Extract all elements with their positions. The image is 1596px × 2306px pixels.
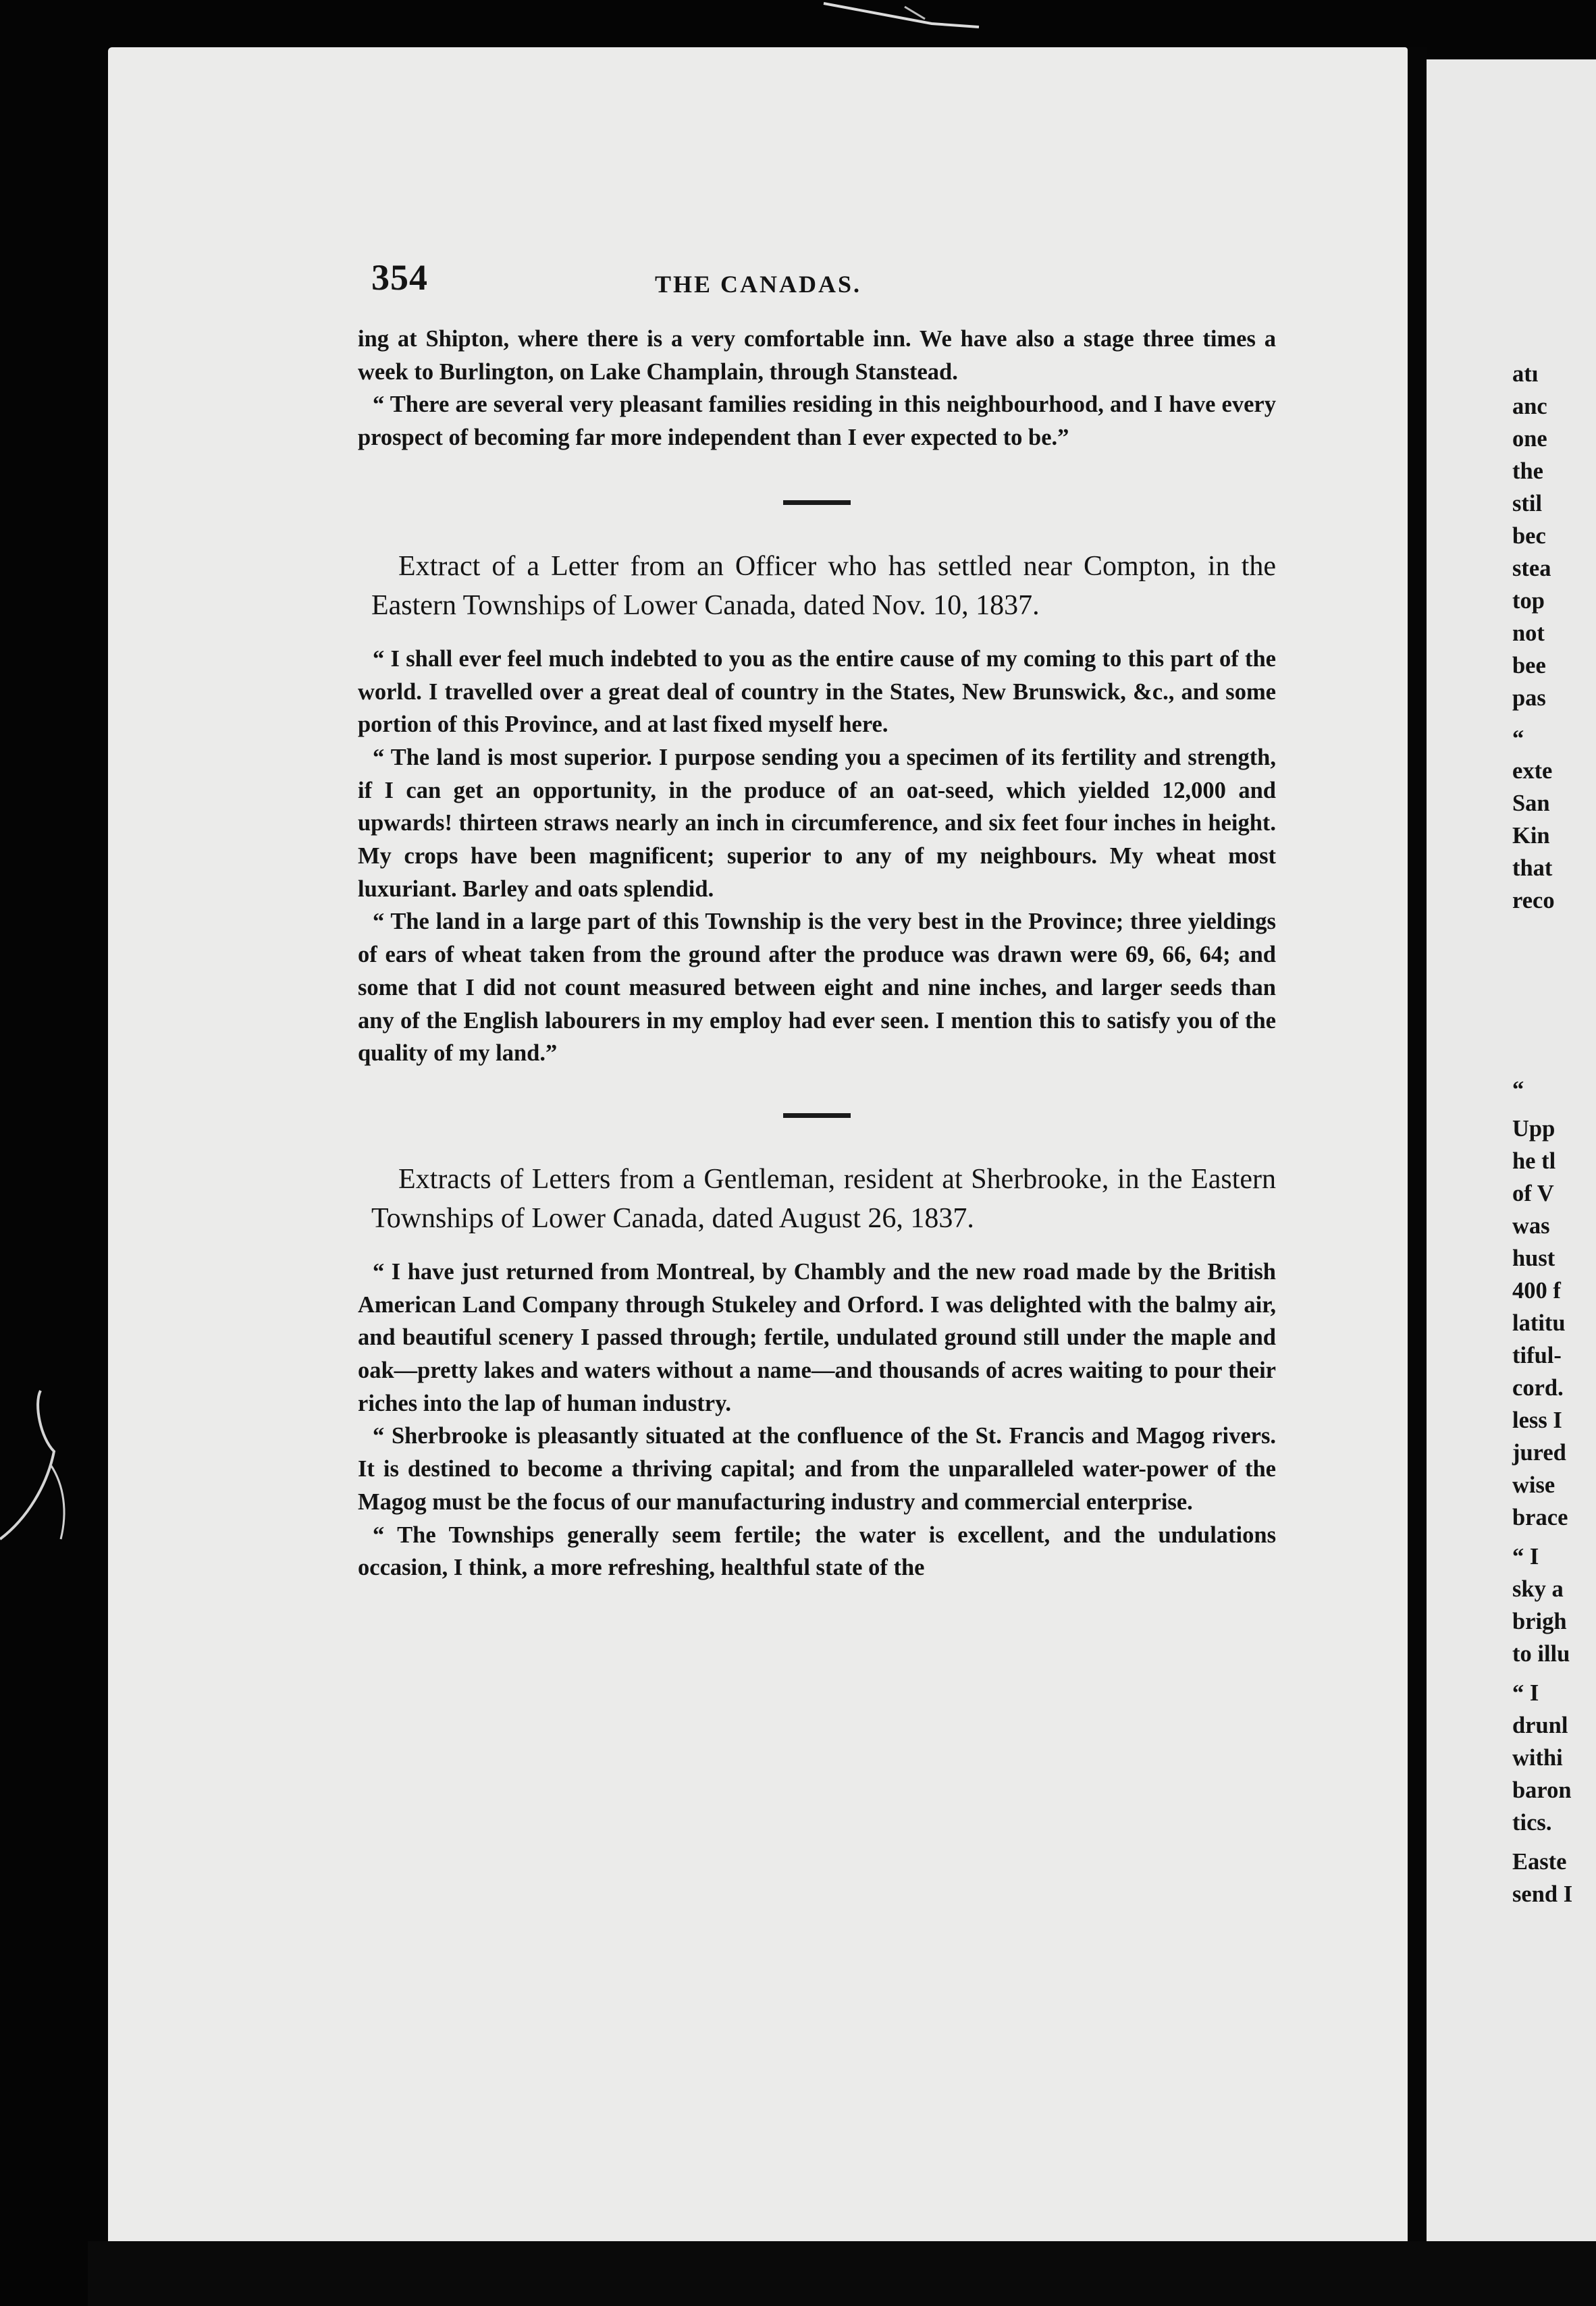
fragment: hust [1512,1245,1555,1271]
fragment: latitu [1512,1310,1566,1336]
fragment: wise [1512,1472,1555,1498]
extract-heading: Extracts of Letters from a Gentleman, resident at Sherbrooke, in the Eastern Townships of Lower Canada, dated August 26, 1837. [371,1163,1276,1234]
section-divider [783,500,851,505]
fragment: exte [1512,758,1553,784]
fragment: brigh [1512,1609,1567,1634]
paragraph: “ I shall ever feel much indebted to you as the entire cause of my coming to this part of the world. I travelled over a great deal of country in the States, New Brunswick, &c., and some portion of this Province, and at last fixed myself here. [358,645,1276,738]
fragment: stea [1512,556,1551,581]
fragment: bec [1512,523,1546,549]
fragment: top [1512,588,1545,614]
fragment: Upp [1512,1116,1555,1142]
fragment: atı [1512,361,1539,387]
fragment: Kin [1512,823,1550,849]
fragment: anc [1512,394,1547,419]
page-content [358,257,1276,1584]
paragraph: “ Sherbrooke is pleasantly situated at the confluence of the St. Francis and Magog rivers. It is destined to become a thriving capital; and from the unparalleled water-power of the Magog must be the focus of our manufacturing industry and commercial enterprise. [358,1423,1276,1515]
section-continuation [358,323,1276,454]
fragment: sky a [1512,1576,1564,1602]
fragment: to illu [1512,1641,1570,1667]
fragment: tics. [1512,1810,1552,1835]
fragment: the [1512,458,1543,484]
paragraph: “ The land in a large part of this Township is the very best in the Province; three yieldings of ears of wheat taken from the ground after the produce was drawn were 69, 66, 64; and some that I did not count measured between eight and nine inches, and larger seeds than any of the English labourers in my employ had ever seen. I mention this to satisfy you of the quality of my land.” [358,909,1276,1067]
paragraph: “ The land is most superior. I purpose sending you a specimen of its fertility and strength, if I can get an opportunity, in the produce of an oat-seed, which yielded 12,000 and upwards! thirteen straws nearly an inch in circumference, and six feet four inches in height. My crops have been magnificent; superior to any of my neighbours. My wheat most luxuriant. Barley and oats splendid. [358,744,1276,902]
fragment: “ [1512,726,1524,751]
fragment: tiful- [1512,1343,1562,1368]
letter-extract-sherbrooke [358,1160,1276,1584]
fragment: less I [1512,1407,1562,1433]
letter-extract-compton [358,547,1276,1070]
fragment: San [1512,790,1550,816]
fragment: drunl [1512,1713,1568,1738]
fragment: that [1512,855,1553,881]
paragraph: “ The Townships generally seem fertile; the water is excellent, and the undulations occasion, I think, a more refreshing, healthful state of the [358,1522,1276,1581]
fragment: not [1512,620,1545,646]
running-title: THE CANADAS. [655,271,862,298]
fragment: bee [1512,653,1546,678]
fragment: jured [1512,1440,1566,1466]
fragment: stil [1512,491,1543,516]
fragment: send I [1512,1881,1573,1907]
fragment: baron [1512,1777,1572,1803]
fragment: “ [1512,1077,1524,1102]
extract-heading: Extract of a Letter from an Officer who has settled near Compton, in the Eastern Townships of Lower Canada, dated Nov. 10, 1837. [371,550,1276,621]
page-header [358,257,1276,311]
paragraph: “ I have just returned from Montreal, by Chambly and the new road made by the British American Land Company through Stukeley and Orford. I was delighted with the balmy air, and beautiful scenery I passed through; fertile, undulated ground still under the maple and oak—pretty lakes and waters without a name—and thousands of acres waiting to pour their riches into the lap of human industry. [358,1258,1276,1416]
fragment: brace [1512,1505,1568,1530]
fragment: pas [1512,685,1546,711]
fragment: reco [1512,888,1555,913]
fragment: was [1512,1213,1550,1239]
fragment: cord. [1512,1375,1564,1401]
fragment: Easte [1512,1849,1567,1875]
fragment: he tl [1512,1148,1556,1174]
paragraph: ing at Shipton, where there is a very comfortable inn. We have also a stage three times a week to Burlington, on Lake Champlain, through Stanstead. [358,326,1276,385]
fragment: “ I [1512,1544,1539,1570]
section-divider [783,1113,851,1118]
fragment: withi [1512,1745,1563,1771]
fragment: 400 f [1512,1278,1561,1304]
paragraph: “ There are several very pleasant families residing in this neighbourhood, and I have every prospect of becoming far more independent than I ever expected to be.” [358,392,1276,451]
page-number: 354 [371,257,428,298]
fragment: “ I [1512,1680,1539,1706]
fragment: of V [1512,1181,1554,1206]
fragment: one [1512,426,1547,452]
